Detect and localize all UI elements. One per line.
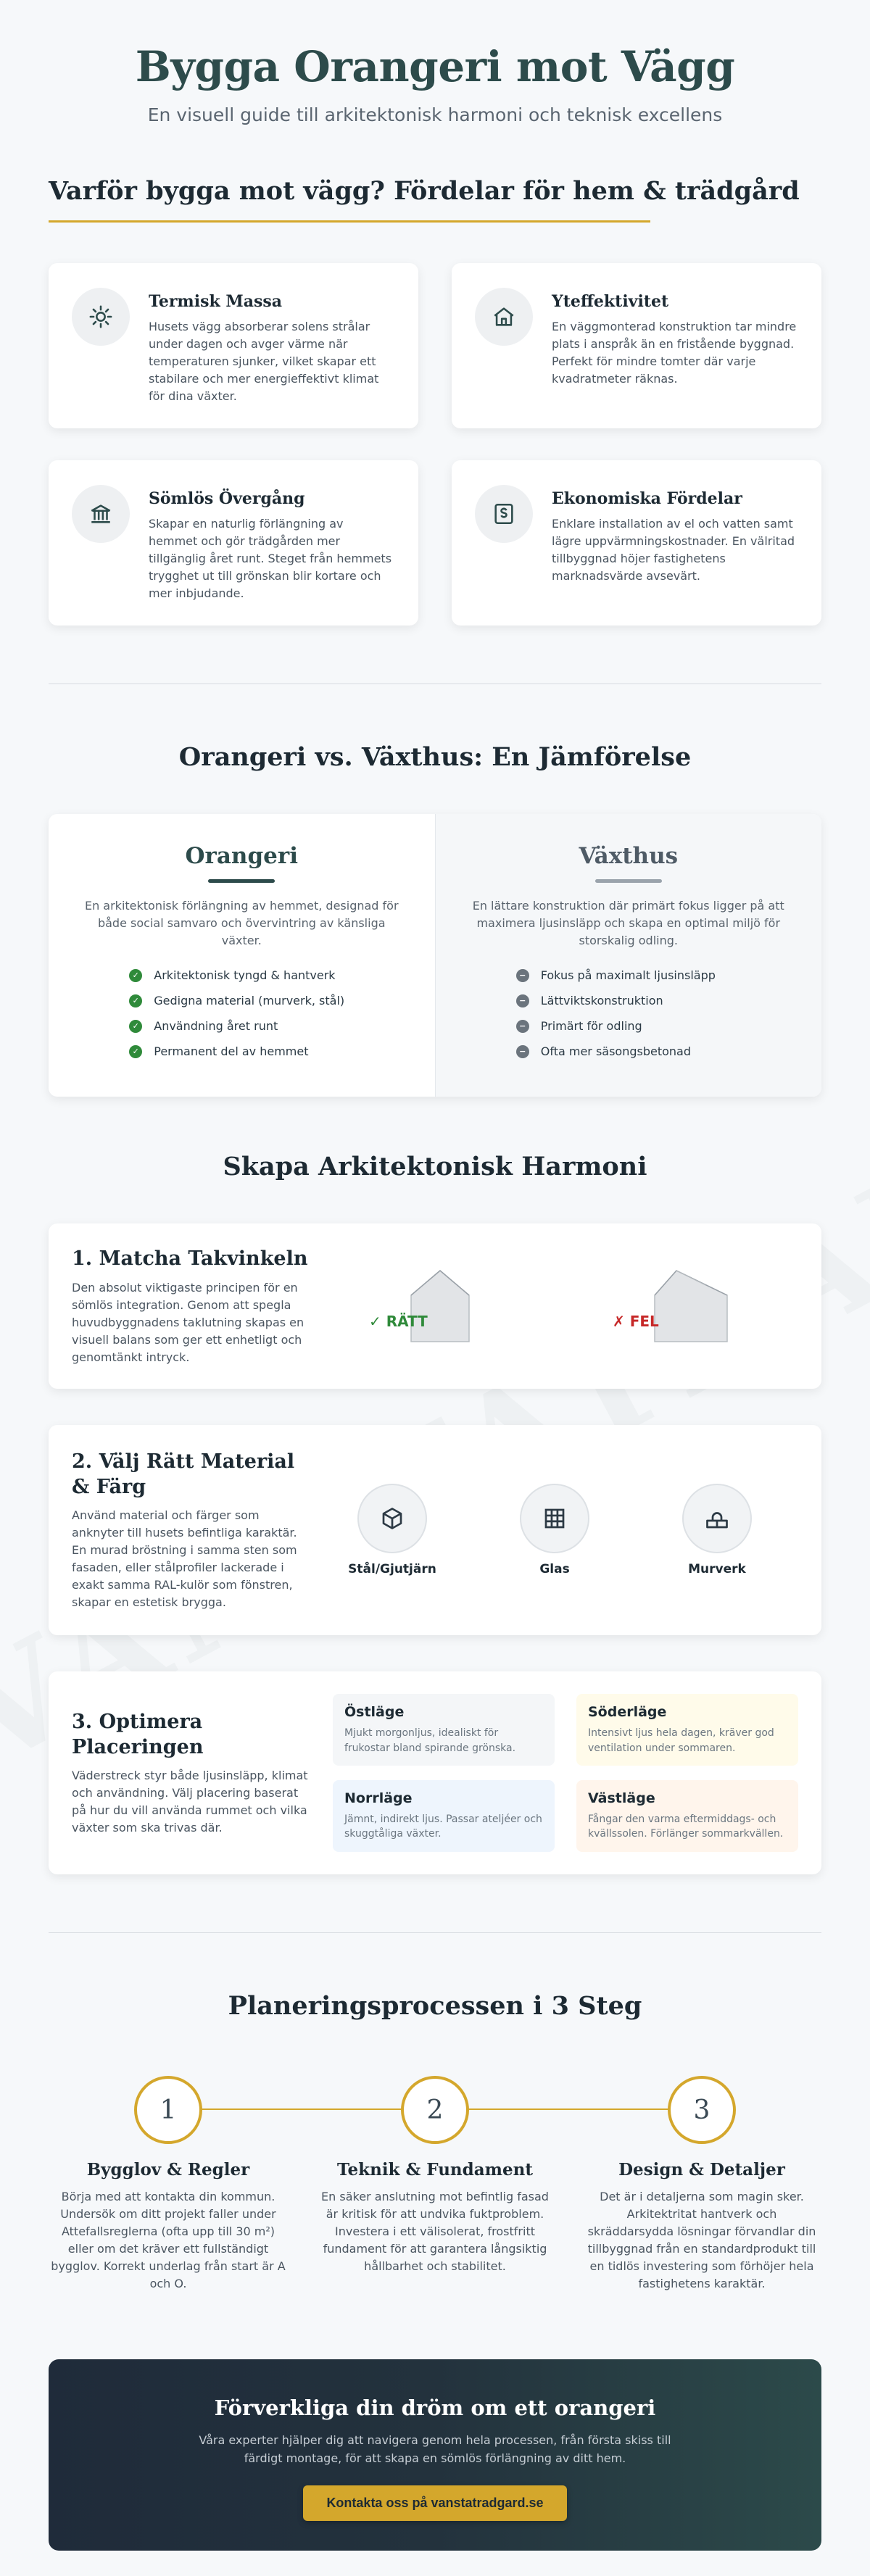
- orientation-west: Västläge Fångar den varma eftermiddags- och kvällssolen. Förlänger sommarkvällen.: [576, 1780, 798, 1852]
- orangeri-column: [49, 814, 435, 1097]
- placement-text: Väderstreck styr både ljusinsläpp, klimat och användning. Välj placering baserat på hur du vill använda rummet och vilka växter som ska trivas där.: [72, 1769, 308, 1835]
- check-icon: ✓: [129, 1020, 142, 1033]
- list-item: − Fokus på maximalt ljusinsläpp: [516, 968, 741, 982]
- list-item: − Primärt för odling: [516, 1019, 741, 1033]
- step-text: Det är i detaljerna som magin sker. Arkitektritat hantverk och skräddarsydda lösningar förvandlar din tillbyggnad från en standardprodukt till en tidlös investering som förhöjer hela fastighetens karaktär.: [587, 2190, 816, 2290]
- list-item: ✓ Arkitektonisk tyngd & hantverk: [129, 968, 354, 982]
- why-title: Varför bygga mot vägg? Fördelar för hem & trädgård: [49, 176, 800, 206]
- material-text: Använd material och färger som anknyter till husets befintliga karaktär. En murad bröstning i samma sten som fasaden, eller stålprofiler lackerade i exakt samma RAL-kulör som fönstren, skapar en estetisk brygga.: [72, 1508, 297, 1610]
- step-number: 2: [401, 2076, 469, 2144]
- feature-title: Sömlös Övergång: [149, 489, 305, 508]
- sun-icon: [72, 288, 130, 346]
- check-icon: ✓: [129, 969, 142, 982]
- house-icon: [475, 288, 533, 346]
- orangeri-description: En arkitektonisk förlängning av hemmet, designad för både social samvaro och övervintring av känsliga växter.: [84, 899, 399, 947]
- feature-text: Skapar en naturlig förlängning av hemmet och gör trädgården mer tillgänglig året runt. Steget från hemmets trygghet ut till grönskan blir kortare och mer inbjudande.: [149, 517, 392, 600]
- process-title: Planeringsprocessen i 3 Steg: [228, 1991, 642, 2021]
- cube-icon: [357, 1484, 427, 1553]
- step-3: [582, 2076, 821, 2293]
- step-text: Börja med att kontakta din kommun. Undersök om ditt projekt faller under Attefallsreglerna (ofta upp till 30 m²) eller om det kräver ett fullständigt bygglov. Korrekt underlag från start är A och O.: [51, 2190, 286, 2290]
- step-number: 1: [134, 2076, 202, 2144]
- list-item: ✓ Permanent del av hemmet: [129, 1044, 354, 1058]
- feature-card-yteffektivitet: [452, 263, 821, 428]
- feature-grid: [49, 263, 821, 626]
- roof-wrong-illustration: [604, 1266, 749, 1346]
- roof-angle-text: Den absolut viktigaste principen för en sömlös integration. Genom att spegla huvudbyggnadens taklutning skapas en visuell balans som ger ett enhetligt och genomtänkt intryck.: [72, 1280, 304, 1364]
- process-section: [49, 1991, 821, 2293]
- step-2: [315, 2076, 555, 2293]
- step-text: En säker anslutning mot befintlig fasad är kritisk för att undvika fuktproblem. Investera i ett välisolerat, frostfritt fundament för att garantera långsiktig hållbarhet och stabilitet.: [321, 2190, 549, 2273]
- minus-icon: −: [516, 1045, 529, 1058]
- orangeri-title: Orangeri: [185, 843, 298, 869]
- harmony-title: Skapa Arkitektonisk Harmoni: [223, 1152, 647, 1181]
- building-icon: [72, 485, 130, 543]
- contact-button[interactable]: Kontakta oss på vanstatradgard.se: [303, 2485, 566, 2521]
- compare-title: Orangeri vs. Växthus: En Jämförelse: [178, 742, 692, 772]
- material-glass: [504, 1484, 605, 1576]
- orangeri-list: [129, 968, 354, 1058]
- roof-wrong-example: [604, 1266, 749, 1346]
- material-card: [49, 1425, 821, 1635]
- comparison-card: [49, 814, 821, 1097]
- compare-section: [49, 742, 821, 1097]
- material-steel: [341, 1484, 443, 1576]
- placement-title: 3. Optimera Placeringen: [72, 1710, 204, 1758]
- roof-correct-example: [360, 1266, 505, 1346]
- vaxthus-column: [435, 814, 822, 1097]
- vaxthus-list: [516, 968, 741, 1058]
- vaxthus-description: En lättare konstruktion där primärt fokus ligger på att maximera ljusinsläpp och skapa en optimal miljö för storskalig odling.: [472, 899, 784, 947]
- cta-text: Våra experter hjälper dig att navigera genom hela processen, från första skiss till färdigt montage, för att skapa en sömlös förlängning av ditt hem.: [199, 2433, 671, 2465]
- step-1: [49, 2076, 288, 2293]
- vaxthus-underline: [595, 879, 662, 883]
- roof-angle-title: 1. Matcha Takvinkeln: [72, 1247, 308, 1271]
- feature-text: Husets vägg absorberar solens strålar under dagen och avger värme när temperaturen sjunker, vilket skapar ett stabilare och mer energieffektivt klimat för dina växter.: [149, 320, 379, 403]
- page-subtitle: En visuell guide till arkitektonisk harmoni och teknisk excellens: [147, 104, 723, 125]
- roof-examples: [311, 1266, 798, 1346]
- money-icon: [475, 485, 533, 543]
- roof-correct-illustration: [360, 1266, 505, 1346]
- list-item: ✓ Gedigna material (murverk, stål): [129, 994, 354, 1007]
- minus-icon: −: [516, 1020, 529, 1033]
- placement-card: [49, 1671, 821, 1874]
- list-item: − Lättviktskonstruktion: [516, 994, 741, 1007]
- page-title: Bygga Orangeri mot Vägg: [135, 42, 735, 91]
- step-title: Teknik & Fundament: [337, 2160, 533, 2180]
- brick-wall-icon: [682, 1484, 752, 1553]
- step-title: Bygglov & Regler: [86, 2160, 250, 2180]
- feature-card-termisk-massa: [49, 263, 418, 428]
- orientation-grid: [333, 1694, 798, 1851]
- orientation-east: Östläge Mjukt morgonljus, idealiskt för frukostar bland spirande grönska.: [333, 1694, 555, 1766]
- feature-card-somlos-overgang: [49, 460, 418, 626]
- material-masonry: [666, 1484, 768, 1576]
- why-section: [49, 176, 821, 626]
- check-icon: ✓: [129, 994, 142, 1007]
- process-steps: [49, 2076, 821, 2293]
- page-header: [49, 0, 821, 125]
- roof-angle-card: [49, 1223, 821, 1389]
- section-divider: [49, 1932, 821, 1933]
- orientation-north: Norrläge Jämnt, indirekt ljus. Passar ateljéer och skuggtåliga växter.: [333, 1780, 555, 1852]
- feature-title: Yteffektivitet: [552, 292, 669, 311]
- feature-text: En väggmonterad konstruktion tar mindre plats i anspråk än en fristående byggnad. Perfekt för mindre tomter där varje kvadratmeter räknas.: [552, 320, 797, 386]
- orangeri-underline: [208, 879, 275, 883]
- step-title: Design & Detaljer: [618, 2160, 785, 2180]
- vaxthus-title: Växthus: [579, 843, 679, 869]
- feature-title: Ekonomiska Fördelar: [552, 489, 742, 508]
- roof-correct-label: ✓ RÄTT: [369, 1313, 428, 1330]
- cta-title: Förverkliga din dröm om ett orangeri: [214, 2396, 656, 2420]
- check-icon: ✓: [129, 1045, 142, 1058]
- cta-banner: [49, 2359, 821, 2551]
- material-label: Glas: [539, 1562, 570, 1576]
- roof-wrong-label: ✗ FEL: [613, 1313, 659, 1330]
- feature-card-ekonomiska-fordelar: [452, 460, 821, 626]
- material-title: 2. Välj Rätt Material & Färg: [72, 1450, 295, 1498]
- title-underline: [49, 220, 650, 223]
- step-number: 3: [668, 2076, 736, 2144]
- minus-icon: −: [516, 994, 529, 1007]
- material-options: [311, 1484, 798, 1576]
- window-grid-icon: [520, 1484, 589, 1553]
- list-item: − Ofta mer säsongsbetonad: [516, 1044, 741, 1058]
- minus-icon: −: [516, 969, 529, 982]
- orientation-south: Söderläge Intensivt ljus hela dagen, kräver god ventilation under sommaren.: [576, 1694, 798, 1766]
- feature-text: Enklare installation av el och vatten samt lägre uppvärmningskostnader. En välritad tillbyggnad höjer fastighetens marknadsvärde avsevärt.: [552, 517, 795, 583]
- list-item: ✓ Användning året runt: [129, 1019, 354, 1033]
- material-label: Murverk: [688, 1562, 746, 1576]
- material-label: Stål/Gjutjärn: [348, 1562, 436, 1576]
- harmony-section: [49, 1152, 821, 1874]
- feature-title: Termisk Massa: [149, 292, 282, 311]
